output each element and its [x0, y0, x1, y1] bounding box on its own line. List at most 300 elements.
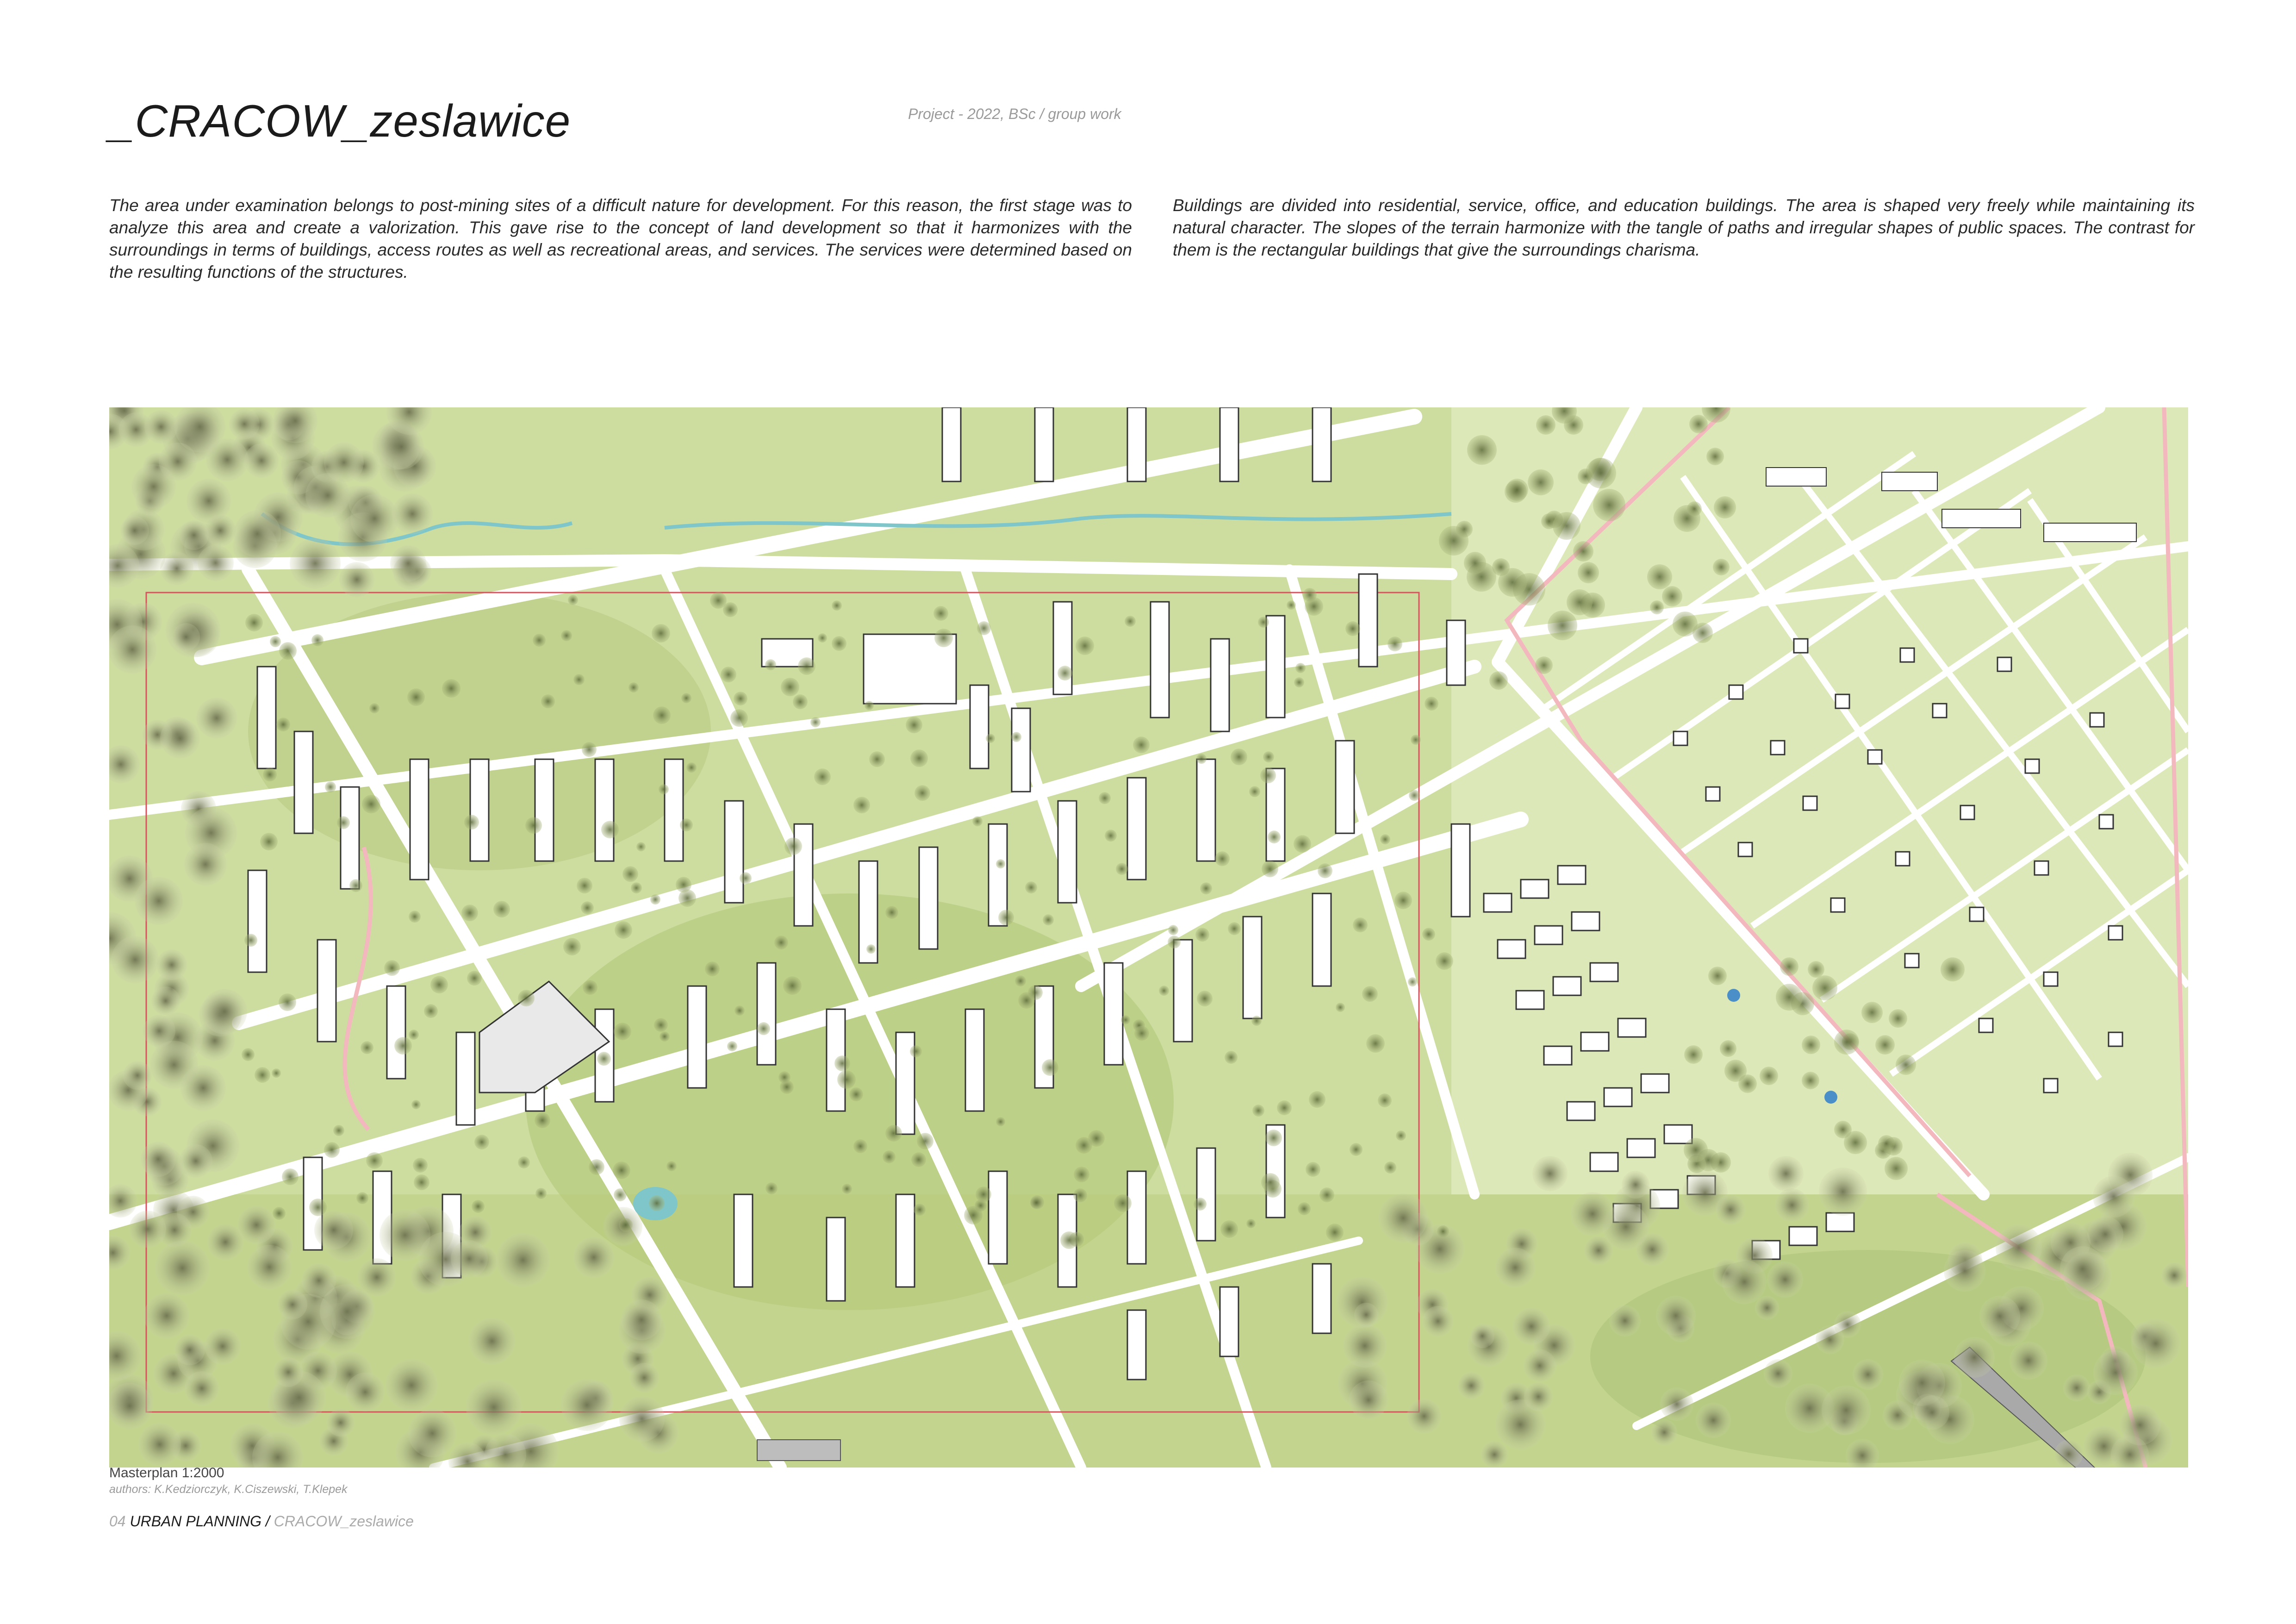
tree	[466, 1380, 522, 1435]
tree	[1306, 1162, 1320, 1177]
tree	[1159, 986, 1169, 996]
tree	[1294, 835, 1311, 853]
tree	[1326, 1224, 1344, 1241]
tree	[1076, 637, 1094, 655]
tree	[676, 877, 691, 893]
tree	[561, 1379, 613, 1431]
tree	[1252, 1105, 1264, 1117]
tree	[1853, 1359, 1883, 1390]
tree	[1125, 616, 1136, 627]
tree	[414, 1174, 429, 1190]
tree	[619, 1218, 633, 1232]
tree	[2120, 1405, 2160, 1445]
tree	[680, 818, 693, 831]
tree	[837, 1070, 856, 1089]
tree	[853, 1139, 867, 1153]
description-left: The area under examination belongs to post-mining sites of a difficult nature for development. For this reason, the first stage was to analyze this area and create a valorization. This gave rise to the concept of land development so that it harmonizes with the surroundings in terms of buildings, access routes as well as recreational areas, and services. The services were determined based on the resulting functions of the structures.	[109, 196, 1132, 281]
tree	[1015, 975, 1026, 987]
page-title: _CRACOW_zeslawice	[109, 95, 571, 146]
tree	[1295, 663, 1306, 673]
tree	[1755, 1296, 1779, 1320]
map-authors: authors: K.Kedziorczyk, K.Ciszewski, T.Klepek	[109, 1483, 348, 1496]
tree	[589, 1159, 604, 1175]
tree	[346, 1373, 385, 1412]
tree	[1319, 1187, 1334, 1202]
tree	[1287, 600, 1296, 610]
tree	[1349, 1380, 1388, 1419]
tree	[1378, 1093, 1392, 1107]
tree	[933, 606, 948, 621]
tree	[339, 562, 374, 597]
tree	[1660, 1387, 1693, 1421]
tree	[705, 962, 720, 976]
tree	[247, 1245, 292, 1289]
tree	[1028, 985, 1043, 1000]
tree	[270, 636, 281, 647]
tree	[614, 1023, 631, 1040]
tree	[409, 1030, 419, 1040]
tree	[144, 1293, 189, 1338]
tree	[784, 837, 802, 855]
tree	[1524, 1349, 1556, 1382]
tree	[986, 734, 995, 743]
tree	[244, 443, 279, 478]
tree	[390, 545, 426, 581]
tree	[757, 1022, 770, 1035]
tree	[1303, 588, 1317, 602]
tree	[1553, 512, 1580, 540]
tree	[2063, 1374, 2090, 1401]
tree	[1802, 1036, 1820, 1054]
tree	[1875, 1035, 1895, 1055]
tree	[853, 797, 870, 813]
tree	[1436, 952, 1453, 970]
tree	[636, 842, 646, 851]
tree	[998, 910, 1014, 925]
tree	[1896, 1055, 1916, 1075]
tree	[976, 1187, 991, 1202]
tree	[1470, 1324, 1494, 1348]
tree	[525, 817, 542, 834]
tree	[1384, 1162, 1396, 1174]
tree	[361, 1041, 373, 1054]
tree	[1058, 666, 1072, 681]
tree	[1713, 559, 1730, 575]
tree	[1409, 790, 1420, 801]
tree	[1650, 600, 1664, 614]
tree	[141, 1142, 176, 1177]
tree	[333, 1125, 344, 1136]
project-subtitle: Project - 2022, BSc / group work	[908, 106, 1121, 122]
tree	[496, 1233, 550, 1287]
tree	[914, 1204, 926, 1216]
tree	[413, 1158, 428, 1173]
tree	[533, 634, 546, 647]
tree	[2054, 1440, 2083, 1468]
tree	[1834, 1030, 1859, 1055]
tree	[174, 1335, 205, 1365]
tree	[1134, 1026, 1149, 1041]
tree	[597, 1052, 611, 1066]
tree	[229, 409, 260, 439]
page-number: 04	[109, 1513, 126, 1530]
tree	[1268, 831, 1281, 843]
tree	[1353, 918, 1368, 932]
tree	[765, 659, 776, 670]
tree	[1524, 1382, 1553, 1411]
tree	[324, 1142, 340, 1158]
tree	[409, 911, 421, 923]
tree	[622, 866, 638, 882]
tree	[274, 1357, 303, 1387]
subsection-name: CRACOW_zeslawice	[274, 1513, 414, 1530]
tree	[2093, 1350, 2138, 1395]
tree	[865, 701, 874, 710]
tree	[198, 545, 234, 581]
tree	[2087, 1216, 2123, 1252]
tree	[1309, 1091, 1325, 1108]
tree	[996, 859, 1005, 868]
tree	[793, 694, 808, 709]
tree	[1246, 1219, 1256, 1228]
tree	[613, 1162, 630, 1179]
tree	[160, 718, 200, 758]
tree	[1422, 928, 1435, 941]
tree	[135, 877, 183, 925]
tree	[1194, 1198, 1207, 1211]
tree	[778, 1071, 790, 1083]
tree	[366, 1152, 383, 1169]
tree	[109, 625, 156, 674]
tree	[1593, 489, 1625, 521]
tree	[1220, 1220, 1238, 1238]
tree	[1411, 735, 1421, 745]
tree	[885, 906, 898, 919]
tree	[619, 1396, 665, 1442]
tree	[278, 1290, 307, 1319]
tree	[160, 552, 193, 585]
tree	[1388, 637, 1402, 651]
tree	[1764, 1359, 1792, 1388]
tree	[911, 1152, 926, 1167]
tree	[1822, 1386, 1871, 1435]
tree	[464, 815, 479, 830]
tree	[1408, 977, 1417, 987]
tree	[915, 785, 930, 801]
tree	[1088, 1130, 1105, 1147]
tree	[1168, 936, 1181, 949]
tree	[1647, 564, 1672, 589]
tree	[1915, 1395, 1949, 1430]
tree	[1231, 749, 1247, 765]
tree	[196, 698, 237, 738]
tree	[1437, 1225, 1449, 1237]
tree	[311, 634, 324, 646]
tree	[244, 934, 257, 947]
tree	[120, 516, 149, 545]
tree	[472, 1200, 485, 1213]
tree	[1662, 586, 1682, 606]
tree	[1578, 562, 1599, 583]
tree	[686, 762, 697, 773]
tree	[783, 976, 802, 995]
tree	[1011, 732, 1021, 742]
tree	[666, 1161, 677, 1171]
tree	[263, 768, 277, 781]
tree	[1215, 851, 1230, 866]
tree	[615, 921, 632, 939]
tree	[1196, 754, 1207, 764]
tree	[234, 510, 281, 557]
tree	[123, 1061, 152, 1090]
tree	[1380, 834, 1390, 844]
tree	[156, 949, 187, 980]
tree	[1121, 1015, 1130, 1024]
tree	[581, 901, 594, 914]
tree	[1336, 1003, 1345, 1012]
map-caption: Masterplan 1:2000	[109, 1465, 224, 1480]
tree	[621, 1299, 662, 1340]
tree	[1425, 697, 1438, 711]
tree	[1578, 468, 1593, 484]
tree	[681, 693, 691, 703]
tree	[1532, 1156, 1568, 1191]
tree	[1133, 737, 1150, 753]
tree	[1467, 435, 1497, 465]
tree	[885, 1125, 902, 1142]
tree	[279, 642, 297, 660]
tree	[1861, 1002, 1883, 1023]
tree	[601, 821, 619, 838]
tree	[1042, 1059, 1058, 1076]
tree	[1277, 1100, 1292, 1115]
tree	[1878, 1135, 1895, 1152]
tree	[1506, 479, 1528, 501]
tree	[1724, 1060, 1747, 1082]
tree	[910, 1045, 922, 1057]
tree	[977, 621, 991, 635]
tree	[1706, 448, 1724, 465]
tree	[112, 936, 159, 983]
tree	[1249, 786, 1260, 797]
tree	[451, 1240, 488, 1277]
tree	[1768, 1156, 1804, 1191]
tree	[1941, 957, 1965, 981]
tree	[424, 1004, 438, 1018]
tree	[276, 718, 290, 731]
tree	[740, 872, 752, 884]
tree	[996, 1117, 1005, 1126]
tree	[1298, 1202, 1311, 1215]
tree	[1776, 984, 1803, 1011]
tree	[1251, 1016, 1262, 1026]
tree	[1536, 415, 1556, 435]
tree	[866, 944, 876, 954]
tree	[205, 515, 236, 546]
tree	[1345, 621, 1360, 636]
tree	[1200, 882, 1212, 894]
tree	[734, 1006, 745, 1016]
tree	[180, 1065, 226, 1111]
tree	[1043, 914, 1054, 925]
tree	[541, 694, 555, 708]
tree	[917, 1133, 933, 1149]
tree	[1996, 1224, 2042, 1271]
tree	[324, 443, 364, 482]
tree	[649, 1195, 665, 1211]
tree	[518, 990, 535, 1006]
tree	[461, 905, 478, 921]
tree	[614, 1188, 627, 1201]
tree	[1673, 612, 1698, 637]
tree	[1343, 1324, 1387, 1368]
tree	[272, 1068, 281, 1078]
tree	[184, 843, 227, 886]
tree	[205, 1328, 241, 1364]
tree	[910, 750, 928, 767]
tree	[535, 1188, 547, 1199]
tree	[573, 1237, 614, 1278]
tree	[2161, 1262, 2187, 1288]
tree	[392, 493, 433, 534]
tree	[1651, 1419, 1677, 1445]
tree	[832, 636, 846, 651]
tree	[2010, 1342, 2047, 1380]
tree	[1260, 768, 1276, 783]
tree	[1889, 1009, 1907, 1028]
tree	[349, 879, 362, 892]
tree	[660, 1031, 670, 1042]
tree	[832, 600, 842, 611]
tree	[1885, 1157, 1908, 1180]
fountain	[1727, 989, 1740, 1002]
tree	[442, 679, 460, 698]
tree	[1687, 501, 1702, 516]
tree	[1802, 1072, 1819, 1089]
tree	[1074, 1167, 1089, 1182]
tree	[185, 1371, 219, 1405]
tree	[362, 795, 380, 813]
tree	[1944, 1250, 1985, 1292]
tree	[179, 520, 209, 550]
tree	[561, 630, 572, 641]
tree	[1030, 1197, 1042, 1209]
tree	[798, 657, 815, 675]
tree	[1464, 552, 1486, 574]
tree	[1105, 830, 1117, 842]
tree	[721, 667, 736, 682]
tree	[1760, 1067, 1778, 1085]
section-name: URBAN PLANNING /	[130, 1513, 270, 1530]
tree	[1263, 751, 1274, 762]
tree	[653, 706, 671, 724]
tree	[883, 1150, 896, 1163]
tree	[577, 878, 592, 893]
tree	[1954, 1337, 1995, 1378]
tree	[727, 1041, 737, 1051]
tree	[1489, 671, 1508, 690]
tree	[1354, 1303, 1378, 1327]
tree	[350, 494, 398, 543]
tree	[1567, 589, 1593, 615]
tree	[1168, 925, 1178, 935]
tree	[810, 717, 821, 727]
tree	[493, 901, 510, 918]
tree	[144, 410, 178, 443]
tree	[849, 1087, 863, 1101]
tree	[1197, 991, 1213, 1006]
tree	[1722, 1260, 1767, 1304]
tree	[245, 614, 263, 631]
tree	[474, 1135, 489, 1149]
tree	[279, 993, 296, 1011]
tree	[628, 682, 639, 693]
tree	[1195, 928, 1209, 942]
tree	[386, 1359, 437, 1411]
tree	[1622, 1171, 1649, 1199]
tree	[2060, 1246, 2105, 1292]
tree	[327, 1409, 355, 1437]
tree	[1573, 541, 1593, 562]
tree	[408, 1409, 456, 1457]
tree	[1495, 1248, 1535, 1287]
tree	[131, 464, 176, 509]
tree	[1228, 922, 1241, 935]
tree	[659, 784, 669, 794]
tree	[207, 1224, 243, 1260]
tree	[1073, 1188, 1087, 1202]
tree	[1708, 967, 1727, 985]
tree	[1116, 863, 1128, 875]
tree	[1696, 1403, 1731, 1438]
tree	[650, 894, 660, 905]
tree	[1844, 1131, 1867, 1154]
tree	[934, 629, 953, 647]
tree	[467, 971, 482, 986]
tree	[1571, 1192, 1614, 1236]
tree	[1808, 961, 1824, 978]
tree	[1225, 1051, 1238, 1064]
tree	[255, 1067, 270, 1083]
tree	[1396, 1131, 1406, 1141]
tree	[1528, 469, 1554, 495]
tree	[869, 751, 885, 767]
tree	[2131, 1319, 2180, 1368]
tree	[1258, 617, 1269, 628]
tree	[430, 976, 448, 993]
tree	[1513, 1308, 1550, 1345]
fountain	[1824, 1091, 1837, 1104]
tree	[774, 936, 788, 949]
page-footer	[109, 1513, 414, 1530]
tree	[518, 1156, 530, 1168]
tree	[1812, 975, 1837, 1000]
tree	[1684, 1138, 1708, 1162]
tree	[583, 980, 597, 995]
tree	[1025, 881, 1037, 893]
tree	[1362, 986, 1378, 1002]
tree	[1767, 1262, 1803, 1298]
tree	[1394, 892, 1412, 909]
tree	[314, 1211, 353, 1249]
tree	[834, 1056, 850, 1071]
tree	[411, 1100, 421, 1109]
tree	[818, 633, 827, 643]
tree	[1407, 1399, 1441, 1433]
tree	[384, 960, 400, 976]
tree	[652, 624, 670, 643]
tree	[1379, 1193, 1428, 1243]
